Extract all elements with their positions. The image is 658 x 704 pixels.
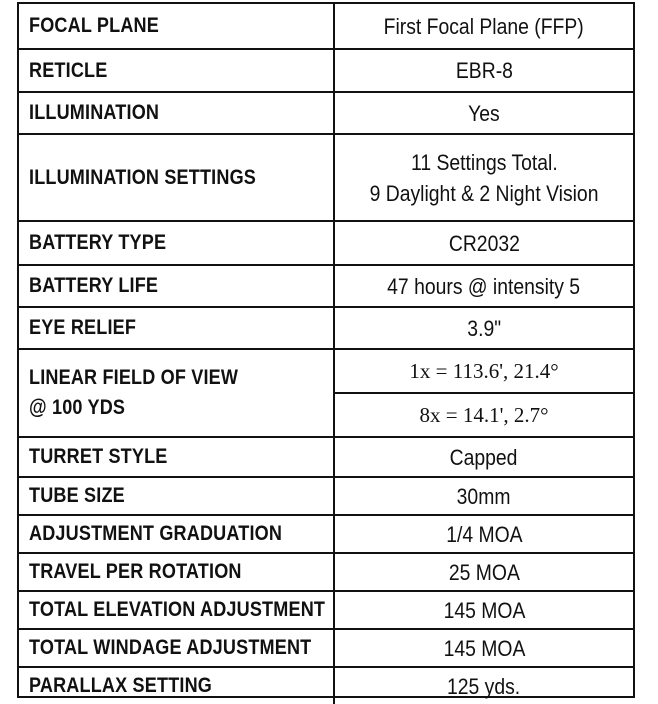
spec-value: Yes bbox=[468, 100, 500, 126]
spec-label-line: LINEAR FIELD OF VIEW bbox=[29, 366, 239, 389]
spec-row-reticle bbox=[19, 48, 633, 91]
spec-label: ILLUMINATION bbox=[19, 93, 335, 133]
spec-label: TURRET STYLE bbox=[19, 438, 335, 476]
spec-row-linear-fov bbox=[19, 348, 633, 436]
spec-label: RETICLE bbox=[19, 50, 335, 91]
spec-value: CR2032 bbox=[448, 230, 520, 256]
spec-row-total-windage bbox=[19, 628, 633, 666]
spec-row-battery-type bbox=[19, 220, 633, 264]
spec-value: 3.9" bbox=[467, 315, 501, 341]
spec-label: PARALLAX SETTING bbox=[19, 668, 335, 704]
spec-row-parallax-setting bbox=[19, 666, 633, 704]
spec-row-tube-size bbox=[19, 476, 633, 514]
spec-row-turret-style bbox=[19, 436, 633, 476]
spec-row-illumination-settings bbox=[19, 133, 633, 220]
spec-row-travel-per-rotation bbox=[19, 552, 633, 590]
spec-label: BATTERY LIFE bbox=[19, 266, 335, 306]
spec-label: TOTAL ELEVATION ADJUSTMENT bbox=[19, 592, 335, 628]
spec-row-focal-plane bbox=[19, 4, 633, 48]
spec-value: 1/4 MOA bbox=[445, 521, 523, 547]
spec-value: EBR-8 bbox=[455, 58, 513, 83]
spec-value: 30mm bbox=[457, 483, 511, 509]
spec-value: 145 MOA bbox=[443, 635, 525, 661]
spec-label: TRAVEL PER ROTATION bbox=[19, 554, 335, 590]
spec-label: TUBE SIZE bbox=[19, 478, 335, 514]
spec-label-line: @ 100 YDS bbox=[29, 396, 126, 419]
spec-label: ILLUMINATION SETTINGS bbox=[19, 135, 335, 220]
spec-value: 125 yds. bbox=[447, 673, 521, 699]
spec-value bbox=[335, 135, 633, 220]
spec-value-8x: 8x = 14.1', 2.7° bbox=[335, 392, 633, 436]
spec-row-battery-life bbox=[19, 264, 633, 306]
spec-value: Capped bbox=[450, 444, 518, 470]
spec-row-illumination bbox=[19, 91, 633, 133]
spec-label bbox=[19, 350, 335, 436]
spec-value: 145 MOA bbox=[443, 597, 525, 623]
spec-label: TOTAL WINDAGE ADJUSTMENT bbox=[19, 630, 335, 666]
spec-table bbox=[17, 2, 635, 698]
spec-label: FOCAL PLANE bbox=[19, 4, 335, 48]
spec-value-split bbox=[335, 350, 633, 436]
spec-row-total-elevation bbox=[19, 590, 633, 628]
spec-value-line: 9 Daylight & 2 Night Vision bbox=[369, 180, 599, 206]
spec-value: 25 MOA bbox=[448, 559, 520, 585]
spec-value-line: 11 Settings Total. bbox=[410, 149, 558, 175]
spec-row-adjustment-graduation bbox=[19, 514, 633, 552]
spec-value: First Focal Plane (FFP) bbox=[383, 13, 585, 39]
spec-label: ADJUSTMENT GRADUATION bbox=[19, 516, 335, 552]
spec-label: EYE RELIEF bbox=[19, 308, 335, 348]
spec-value-1x: 1x = 113.6', 21.4° bbox=[409, 358, 559, 383]
spec-row-eye-relief bbox=[19, 306, 633, 348]
spec-label: BATTERY TYPE bbox=[19, 222, 335, 264]
spec-value: 47 hours @ intensity 5 bbox=[387, 273, 581, 299]
